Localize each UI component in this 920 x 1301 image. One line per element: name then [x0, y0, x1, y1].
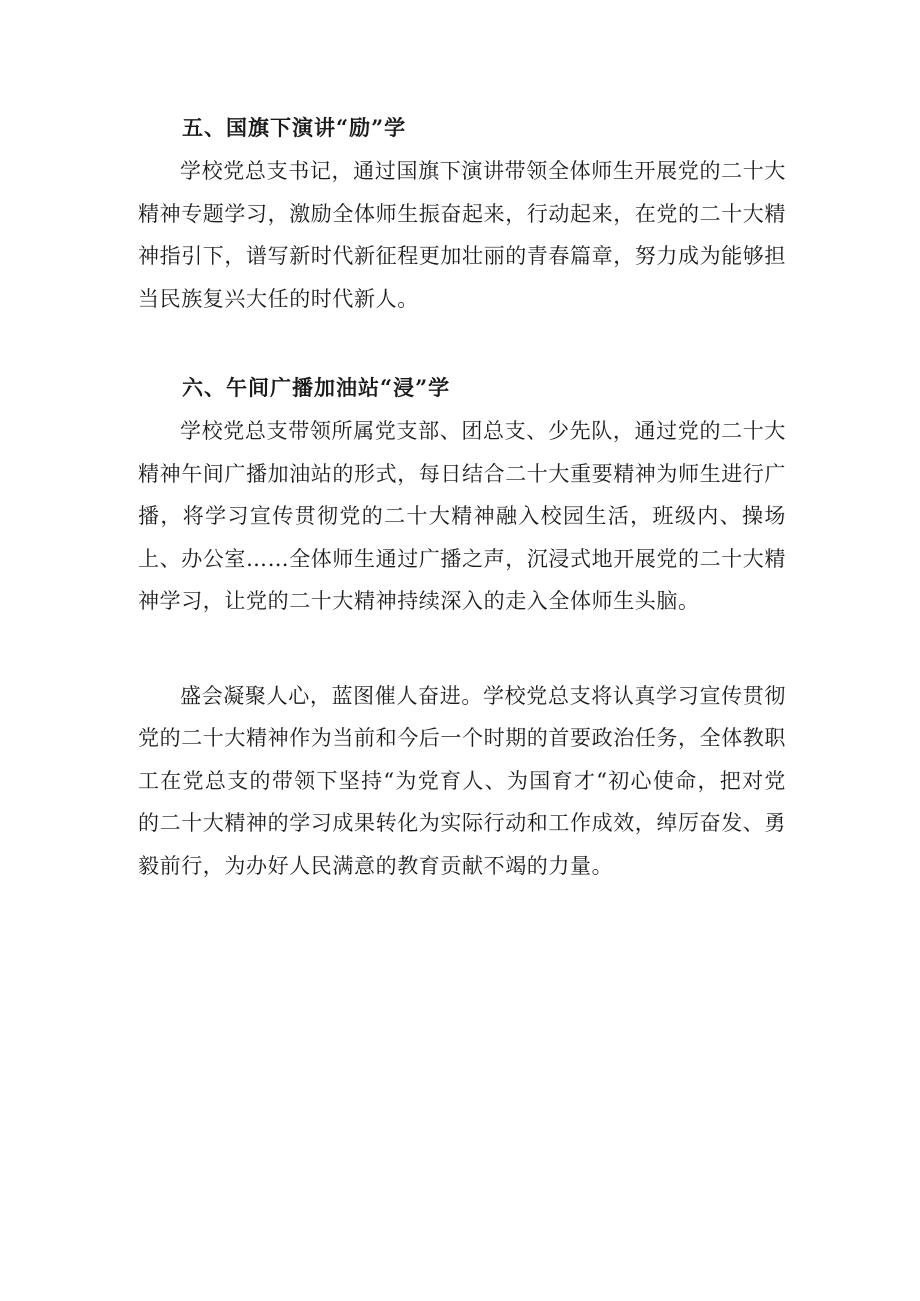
closing-paragraph: 盛会凝聚人心，蓝图催人奋进。学校党总支将认真学习宣传贯彻党的二十大精神作为当前和今后一个时期的首要政治任务，全体教职工在党总支的带领下坚持“为党育人、为国育才“初心使命，把对党的二十大精神的学习成果转化为实际行动和工作成效，绰厉奋发、勇毅前行，为办好人民满意的教育贡献不竭的力量。: [138, 683, 786, 878]
section-five-heading: 五、国旗下演讲“励”学: [182, 115, 407, 140]
section-spacer: [138, 623, 786, 675]
section-spacer: [138, 320, 786, 370]
section-six-heading: 六、午间广播加油站“浸”学: [182, 375, 451, 400]
section-six-paragraph: 学校党总支带领所属党支部、团总支、少先队，通过党的二十大精神午间广播加油站的形式，每日结合二十大重要精神为师生进行广播，将学习宣传贯彻党的二十大精神融入校园生活，班级内、操场上、办公室……全体师生通过广播之声，沉浸式地开展党的二十大精神学习，让党的二十大精神持续深入的走入全体师生头脑。: [138, 419, 786, 613]
document-body: [138, 110, 786, 887]
section-five-paragraph: 学校党总支书记，通过国旗下演讲带领全体师生开展党的二十大精神专题学习，激励全体师生振奋起来，行动起来，在党的二十大精神指引下，谱写新时代新征程更加壮丽的青春篇章，努力成为能够担当民族复兴大任的时代新人。: [138, 159, 786, 311]
